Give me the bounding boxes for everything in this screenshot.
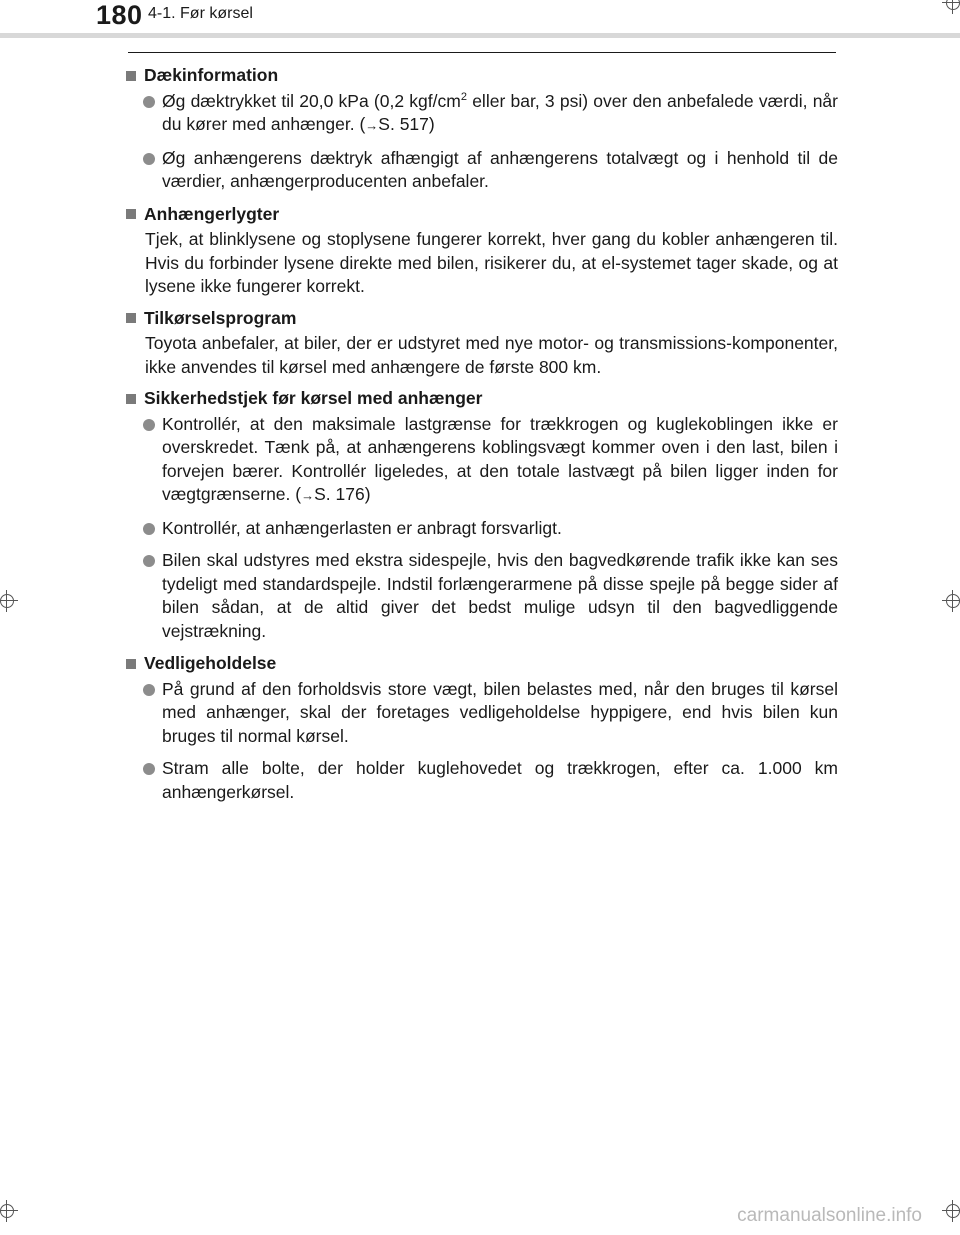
list-item [126, 549, 838, 643]
superscript: 2 [460, 90, 467, 103]
crop-mark-icon [942, 590, 960, 612]
section-title [126, 203, 838, 227]
section-title [126, 387, 838, 411]
round-bullet-icon [143, 153, 155, 165]
list-item [126, 517, 838, 541]
list-item [126, 413, 838, 508]
bullet-text: Stram alle bolte, der holder kuglehovedet og trækkrogen, efter ca. 1.000 km anhængerkørsel. [162, 758, 838, 802]
square-bullet-icon [126, 313, 136, 323]
square-bullet-icon [126, 394, 136, 404]
list-item [126, 90, 838, 138]
paragraph: Tjek, at blinklysene og stoplysene fungerer korrekt, hver gang du kobler anhængeren til. Hvis du forbinder lysene direkte med bilen, risikerer du, at el-systemet tager skade, og at lysene ikke fungerer korrekt. [145, 229, 838, 296]
section-title-text: Tilkørselsprogram [144, 307, 297, 328]
page-number: 180 [96, 0, 143, 30]
bullet-text: eller bar, 3 psi) over den anbefalede værdi, når du kører med anhænger. ( [162, 90, 838, 134]
page-content [126, 64, 838, 813]
page-reference-link[interactable]: S. 176) [314, 484, 371, 504]
round-bullet-icon [143, 555, 155, 567]
bullet-text: Kontrollér, at anhængerlasten er anbragt forsvarligt. [162, 517, 562, 538]
chapter-title: 4-1. Før kørsel [148, 5, 253, 22]
arrow-right-icon: → [365, 118, 379, 133]
section-title [126, 307, 838, 331]
crop-mark-icon [942, 1200, 960, 1222]
top-rule [128, 52, 836, 53]
square-bullet-icon [126, 71, 136, 81]
section-daekinformation [126, 64, 838, 194]
section-title [126, 652, 838, 676]
bullet-text: Øg dæktrykket til 20,0 kPa (0,2 kgf/cm [162, 90, 461, 111]
arrow-right-icon: → [301, 488, 315, 503]
list-item [126, 147, 838, 194]
watermark: carmanualsonline.info [737, 1205, 922, 1226]
paragraph: Toyota anbefaler, at biler, der er udstyret med nye motor- og transmissions-komponenter, ikke anvendes til kørsel med anhængere de første 800 km. [145, 333, 838, 377]
section-sikkerhedstjek [126, 387, 838, 643]
section-title-text: Dækinformation [144, 65, 279, 85]
page-reference-link[interactable]: S. 517) [378, 114, 435, 134]
section-title-text: Anhængerlygter [144, 203, 280, 224]
square-bullet-icon [126, 659, 136, 669]
bullet-text: Øg anhængerens dæktryk afhængigt af anhængerens totalvægt og i henhold til de værdier, anhængerproducenten anbefaler. [162, 147, 838, 191]
list-item [126, 757, 838, 804]
bullet-text: På grund af den forholdsvis store vægt, bilen belastes med, når den bruges til kørsel med anhænger, skal der foretages vedligeholdelse hyppigere, end hvis bilen kun bruges til normal kørsel. [162, 678, 838, 746]
section-anhaengerlygter [126, 203, 838, 299]
round-bullet-icon [143, 523, 155, 535]
crop-mark-icon [942, 0, 960, 14]
bullet-text: Kontrollér, at den maksimale lastgrænse for trækkrogen og kuglekoblingen ikke er overskredet. Tænk på, at anhængerens koblingsvægt kommer oven i den last, bilen i forvejen bærer. Kontrollér ligeledes, at den totale lastvægt på bilen ligger inden for vægtgrænserne. ( [162, 413, 838, 504]
round-bullet-icon [143, 96, 155, 108]
section-title-text: Vedligeholdelse [144, 653, 277, 673]
crop-mark-icon [0, 1200, 18, 1222]
bullet-text: Bilen skal udstyres med ekstra sidespejle, hvis den bagvedkørende trafik ikke kan ses tydeligt med standardspejle. Indstil forlængerarmene på disse spejle på begge sider af bilen sådan, at de altid giver det bedst mulige udsyn til den bagvedliggende vejstrækning. [162, 550, 838, 641]
section-tilkoerselsprogram [126, 307, 838, 380]
section-vedligeholdelse [126, 652, 838, 804]
round-bullet-icon [143, 419, 155, 431]
round-bullet-icon [143, 684, 155, 696]
section-title [126, 64, 838, 88]
round-bullet-icon [143, 763, 155, 775]
header-bar [0, 33, 960, 38]
section-title-text: Sikkerhedstjek før kørsel med anhænger [144, 388, 483, 408]
square-bullet-icon [126, 209, 136, 219]
crop-mark-icon [0, 590, 18, 612]
list-item [126, 678, 838, 749]
